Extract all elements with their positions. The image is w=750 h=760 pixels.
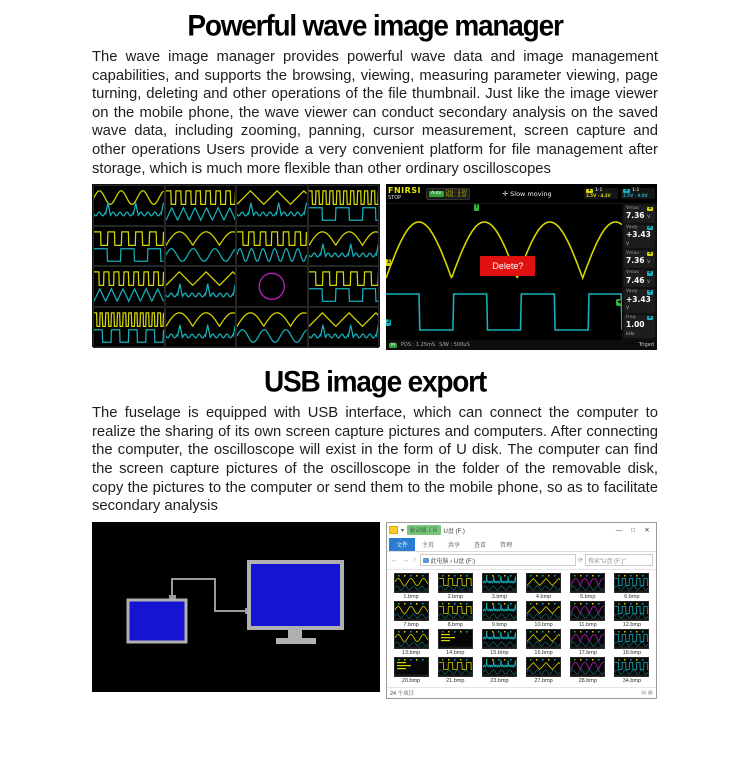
wave-thumbnail-svg — [94, 227, 164, 266]
up-button[interactable]: ↑ — [413, 556, 417, 564]
file-name: 10.bmp — [534, 621, 553, 628]
file-thumbnail — [482, 573, 517, 593]
item-count: 24 个项目 — [390, 690, 415, 697]
ch2-tag: 2 — [625, 187, 629, 193]
file-name: 5.bmp — [580, 593, 596, 600]
file-item[interactable] — [435, 573, 475, 600]
maximize-button[interactable]: □ — [631, 526, 635, 534]
file-name: 17.bmp — [578, 649, 597, 656]
file-item[interactable] — [612, 573, 652, 600]
computer-monitor — [249, 562, 342, 628]
brand-block — [388, 187, 421, 201]
wave-thumbnail-cell[interactable] — [308, 307, 380, 348]
measurement-box[interactable] — [624, 315, 655, 339]
wave-thumbnail-cell[interactable] — [308, 185, 380, 226]
file-name: 2.bmp — [447, 593, 463, 600]
section2-paragraph: The fuselage is equipped with USB interface, which can connect the computer to realize the sharing of its own screen capture pictures and computers. After connecting the computer, the oscilloscope will exist in the form of U disk. The computer can find the screen capture pictures of the oscilloscope in the folder of the removable disk, copy the pictures to the computer or send them to the mobile phone, so as to facilitate secondary analysis — [92, 405, 658, 515]
file-thumbnail — [438, 657, 473, 677]
measurement-box[interactable] — [624, 225, 655, 249]
section1-paragraph: The wave image manager provides powerful wave data and image management capabilities, and supports the browsing, viewing, measuring parameter viewing, page turning, deleting and other operations of the file thumbnail. Just like the image viewer on the mobile phone, the wave viewer can conduct secondary analysis on the saved wave data, including zooming, panning, cursor measurement, screen capture and other operations Users provide a very convenient platform for file management after storage, which is much more flexible than other ordinary oscilloscopes — [92, 49, 658, 177]
drive-tools-tab[interactable]: 驱动器工具 — [407, 525, 441, 535]
wave-thumbnail-cell[interactable] — [93, 307, 165, 348]
measurement-value: 7.46 V — [626, 275, 651, 285]
wave-thumbnail-cell[interactable] — [236, 266, 308, 307]
file-thumbnail — [526, 573, 561, 593]
oscilloscope-bottombar — [386, 340, 657, 350]
measurement-label: Vmax — [626, 250, 639, 256]
file-name: 1.bmp — [403, 593, 419, 600]
oscilloscope-topbar — [386, 184, 657, 203]
file-item[interactable] — [391, 629, 431, 656]
ribbon-tab-文件[interactable]: 文件 — [389, 538, 415, 551]
file-name: 13.bmp — [401, 649, 421, 656]
wave-thumbnail-cell[interactable] — [308, 226, 380, 267]
wave-thumbnail-cell[interactable] — [93, 266, 165, 307]
file-thumbnail — [570, 601, 605, 621]
monitor-neck — [288, 628, 302, 638]
wave-thumbnail-svg — [94, 267, 164, 306]
explorer-app-icon — [389, 526, 398, 534]
measurement-sidebar — [622, 203, 657, 340]
trigger-level-marker[interactable]: ◀ — [617, 299, 621, 306]
ch1-tag: 1 — [588, 187, 592, 193]
wave-thumbnail-grid — [92, 184, 380, 347]
file-thumbnail — [482, 601, 517, 621]
fnirsi-logo: FNIRSI — [388, 185, 422, 195]
image-row-1 — [92, 184, 658, 350]
quick-access-toolbar-icon[interactable]: ▾ — [401, 527, 405, 534]
wave-thumbnail-svg — [166, 186, 236, 225]
measurement-channel-badge: 1 — [648, 205, 652, 211]
trigger-info-box — [426, 188, 470, 200]
file-explorer-window — [386, 522, 657, 699]
measurement-channel-badge: 2 — [648, 314, 652, 320]
measurement-box[interactable] — [624, 289, 655, 313]
ch2-values: 2.5V · 0.0V — [623, 193, 648, 199]
wave-thumbnail-cell[interactable] — [93, 185, 165, 226]
wave-thumbnail-cell[interactable] — [236, 307, 308, 348]
file-name: 8.bmp — [447, 621, 463, 628]
file-thumbnail — [482, 657, 517, 677]
measurement-channel-badge: 2 — [648, 289, 652, 295]
breadcrumb[interactable]: 此电脑 › U盘 (F:) — [420, 554, 576, 566]
channel1-info-box[interactable] — [584, 188, 618, 200]
wave-thumbnail-svg — [94, 186, 164, 225]
close-button[interactable]: ✕ — [644, 526, 650, 534]
file-name: 18.bmp — [622, 649, 642, 656]
wave-thumbnail-cell[interactable] — [165, 226, 237, 267]
measurement-channel-badge: 2 — [648, 224, 652, 230]
file-name: 14.bmp — [446, 649, 465, 656]
monitor-base — [276, 638, 316, 644]
file-item[interactable] — [568, 573, 608, 600]
file-item[interactable] — [435, 629, 475, 656]
auto-mode-badge: Auto — [431, 190, 442, 196]
ribbon-tabs — [387, 538, 656, 552]
measurement-label: Vavg — [626, 289, 638, 295]
file-thumbnail — [570, 629, 605, 649]
file-name: 7.bmp — [403, 621, 419, 628]
trigger-position-marker[interactable]: T — [475, 204, 479, 211]
file-item[interactable] — [568, 601, 608, 628]
measurement-value: +3.43 V — [626, 294, 651, 312]
file-item[interactable] — [479, 629, 519, 656]
wave-thumbnail-svg — [166, 308, 236, 347]
trigger-status: Triged — [638, 342, 654, 349]
usb-connection-diagram — [92, 522, 380, 692]
search-input[interactable]: 搜索"U盘 (F:)" — [585, 554, 653, 566]
measurement-channel-badge: 2 — [648, 270, 652, 276]
address-bar — [387, 552, 656, 570]
file-thumbnail — [614, 573, 649, 593]
file-thumbnail — [526, 657, 561, 677]
file-name: 20.bmp — [401, 677, 421, 684]
refresh-icon[interactable]: ⟳ — [577, 557, 583, 564]
file-name: 4.bmp — [535, 593, 552, 600]
measurement-box[interactable] — [624, 205, 655, 223]
ribbon-tab-管理[interactable]: 管理 — [500, 542, 513, 549]
oscilloscope-device — [128, 600, 186, 642]
file-thumbnail — [394, 657, 429, 677]
wave-thumbnail-svg — [166, 227, 236, 266]
trigger-row1: CH1 : 2.5V — [445, 188, 467, 194]
file-item[interactable] — [612, 657, 652, 684]
file-item[interactable] — [479, 573, 519, 600]
file-item[interactable] — [612, 629, 652, 656]
view-toggle-icons[interactable]: ▤ ▦ — [641, 689, 653, 696]
timebase-badge: M — [391, 342, 395, 348]
ch1-ratio: 1:1 — [595, 187, 603, 193]
file-name: 28.bmp — [578, 677, 597, 684]
file-name: 15.bmp — [490, 649, 509, 656]
back-button[interactable]: ← — [391, 556, 398, 564]
measurement-channel-badge: 1 — [648, 250, 652, 256]
file-name: 12.bmp — [622, 621, 642, 628]
delete-button[interactable]: Delete? — [480, 256, 535, 276]
trigger-row2: POS : 4.3V — [445, 192, 467, 198]
measurement-box[interactable] — [624, 270, 655, 288]
measurement-value: 7.36 V — [626, 211, 651, 221]
wave-thumbnail-cell[interactable] — [93, 226, 165, 267]
wave-thumbnail-svg — [309, 186, 379, 225]
ribbon-tab-主页[interactable]: 主页 — [422, 542, 435, 549]
wave-thumbnail-svg — [237, 267, 307, 306]
wave-thumbnail-svg — [166, 267, 236, 306]
file-thumbnail — [438, 573, 473, 593]
measurement-value: +3.43 V — [626, 230, 651, 247]
file-item[interactable] — [479, 601, 519, 628]
file-name: 21.bmp — [446, 677, 465, 684]
wave-thumbnail-svg — [237, 186, 307, 225]
file-thumbnail — [526, 629, 561, 649]
run-status: STOP — [388, 194, 402, 201]
wave-thumbnail-cell[interactable] — [165, 266, 237, 307]
file-item[interactable] — [612, 601, 652, 628]
section1-title: Powerful wave image manager — [187, 9, 563, 42]
minimize-button[interactable]: — — [615, 526, 623, 534]
file-name: 9.bmp — [491, 621, 508, 628]
file-name: 23.bmp — [490, 677, 509, 684]
sw-readout: S/W : 500uS — [439, 342, 470, 349]
wave-thumbnail-svg — [237, 227, 307, 266]
file-item[interactable] — [524, 657, 564, 684]
file-item[interactable] — [524, 573, 564, 600]
wave-thumbnail-svg — [309, 267, 379, 306]
section2-title: USB image export — [264, 365, 486, 398]
wave-thumbnail-svg — [94, 308, 164, 347]
file-thumbnail — [570, 573, 605, 593]
file-item[interactable] — [479, 657, 519, 684]
ribbon-tab-共享[interactable]: 共享 — [448, 542, 461, 549]
wave-thumbnail-svg — [237, 308, 307, 347]
measurement-label: Freq — [626, 314, 636, 320]
ch1-values: 2.5V · 4.3V — [586, 193, 611, 199]
file-thumbnail — [482, 629, 517, 649]
file-item[interactable] — [524, 601, 564, 628]
move-cross-icon: ✛ — [502, 189, 509, 198]
file-item[interactable] — [568, 657, 608, 684]
file-grid — [387, 570, 656, 687]
file-item[interactable] — [524, 629, 564, 656]
image-row-2 — [92, 522, 658, 699]
wave-thumbnail-svg — [309, 308, 379, 347]
file-thumbnail — [614, 629, 649, 649]
file-name: 27.bmp — [534, 677, 553, 684]
measurement-label: Vavg — [626, 224, 638, 230]
file-thumbnail — [394, 629, 429, 649]
file-name: 16.bmp — [534, 649, 553, 656]
waveform-plot-area — [386, 203, 622, 340]
measurement-value: 7.36 V — [626, 256, 651, 266]
window-title: U盘 (F:) — [443, 528, 465, 535]
wave-thumbnail-cell[interactable] — [236, 185, 308, 226]
file-item[interactable] — [391, 601, 431, 628]
file-name: 11.bmp — [578, 621, 597, 628]
oscilloscope-screen — [386, 184, 657, 350]
wave-thumbnail-cell[interactable] — [165, 307, 237, 348]
file-thumbnail — [526, 601, 561, 621]
wave-thumbnail-cell[interactable] — [236, 226, 308, 267]
forward-button[interactable]: → — [402, 556, 409, 564]
file-item[interactable] — [435, 657, 475, 684]
file-thumbnail — [614, 657, 649, 677]
ch2-ratio: 1:1 — [632, 187, 640, 193]
file-item[interactable] — [391, 573, 431, 600]
measurement-label: Vmax — [626, 205, 639, 211]
slow-moving-label: ✛ Slow moving — [502, 189, 552, 198]
channel2-info-box[interactable] — [621, 188, 655, 200]
ch2-level-marker[interactable]: 2 — [387, 319, 391, 326]
file-thumbnail — [438, 629, 473, 649]
file-thumbnail — [394, 601, 429, 621]
file-thumbnail — [438, 601, 473, 621]
explorer-titlebar — [387, 523, 656, 538]
file-thumbnail — [614, 601, 649, 621]
measurement-value: 1.00 kHz — [626, 320, 645, 337]
explorer-statusbar — [387, 687, 656, 698]
file-item[interactable] — [435, 601, 475, 628]
wave-thumbnail-cell[interactable] — [308, 266, 380, 307]
measurement-box[interactable] — [624, 250, 655, 268]
file-thumbnail — [570, 657, 605, 677]
wave-thumbnail-cell[interactable] — [165, 185, 237, 226]
drive-icon — [423, 558, 429, 563]
ribbon-tab-查看[interactable]: 查看 — [474, 542, 487, 549]
file-name: 6.bmp — [624, 593, 640, 600]
file-name: 3.bmp — [491, 593, 508, 600]
measurement-label: Vmax — [626, 270, 639, 276]
file-item[interactable] — [391, 657, 431, 684]
file-item[interactable] — [568, 629, 608, 656]
wave-thumbnail-svg — [309, 227, 379, 266]
file-thumbnail — [394, 573, 429, 593]
file-name: 34.bmp — [622, 677, 642, 684]
pos-readout: POS : 1.25mS — [400, 342, 436, 349]
ch1-level-marker[interactable]: 1 — [387, 259, 391, 266]
